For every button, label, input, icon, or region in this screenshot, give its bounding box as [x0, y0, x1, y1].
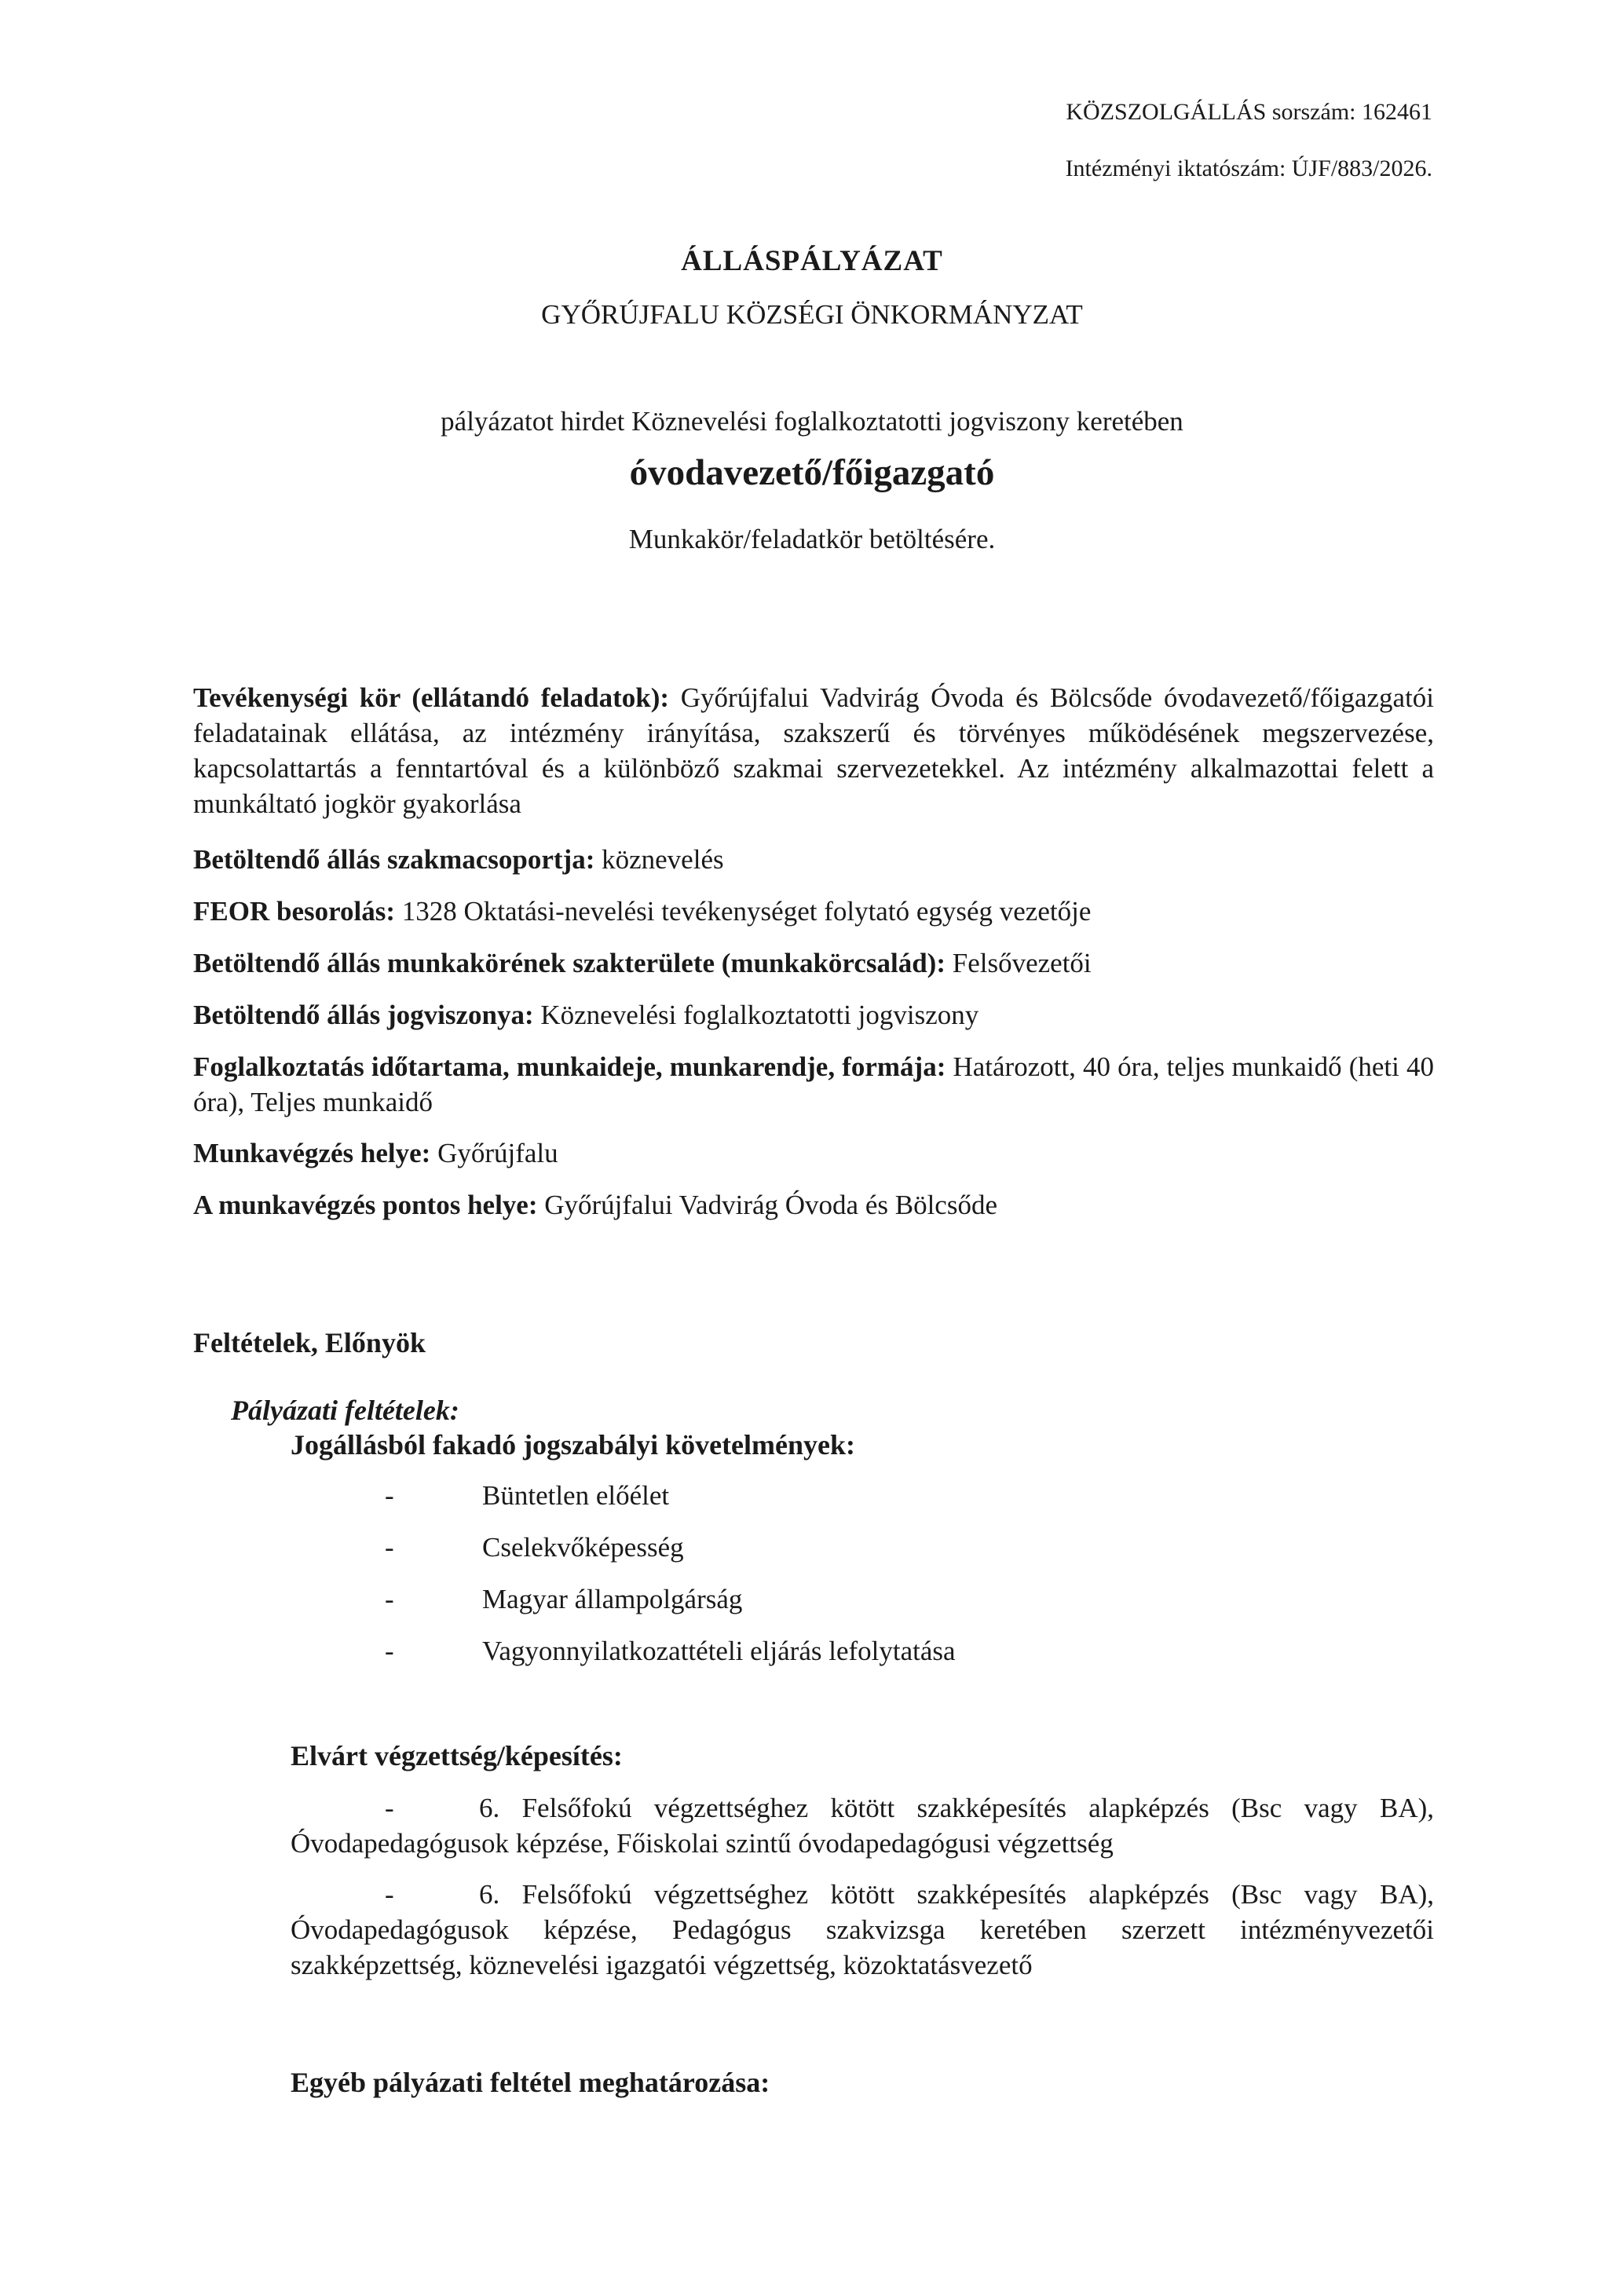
- position-title: óvodavezető/főigazgató: [629, 452, 995, 493]
- list-dash: -: [385, 1480, 394, 1511]
- education-heading: Elvárt végzettség/képesítés:: [291, 1740, 623, 1771]
- serial-number: KÖZSZOLGÁLLÁS sorszám: 162461: [1066, 99, 1432, 125]
- list-dash: -: [385, 1584, 394, 1614]
- field-place-value: Győrújfalu: [437, 1138, 558, 1168]
- field-exact-place-label: A munkavégzés pontos helye:: [193, 1190, 538, 1220]
- field-employment-value: Határozott, 40 óra, teljes munkaidő (heti 40 óra), Teljes munkaidő: [193, 1051, 1434, 1117]
- field-activity-value: Győrújfalui Vadvirág Óvoda és Bölcsőde óvodavezető/főigazgatói feladatainak ellátása, az intézmény irányítása, szakszerű és törvényes működésének megszervezése, kapcsolattartás a fenntartóval és a különböző szakmai szervezetekkel. Az intézmény alkalmazottai felett a munkáltató jogkör gyakorlása: [193, 682, 1435, 819]
- field-relation-label: Betöltendő állás jogviszonya:: [193, 1000, 534, 1030]
- field-family-value: Felsővezetői: [952, 948, 1092, 978]
- field-exact-place: [193, 1187, 1434, 1223]
- field-family-label: Betöltendő állás munkakörének szakterülete (munkakörcsalád):: [193, 948, 946, 978]
- field-place-label: Munkavégzés helye:: [193, 1138, 431, 1168]
- field-feor-value: 1328 Oktatási-nevelési tevékenységet folytató egység vezetője: [401, 896, 1092, 927]
- field-activity-label: Tevékenységi kör (ellátandó feladatok):: [193, 682, 670, 713]
- list-item-text: Magyar állampolgárság: [482, 1584, 743, 1614]
- field-family: [193, 945, 1434, 981]
- fill-line: Munkakör/feladatkör betöltésére.: [628, 524, 996, 554]
- education-item-text: 6. Felsőfokú végzettséghez kötött szakképesítés alapképzés (Bsc vagy BA), Óvodapedagógusok képzése, Főiskolai szintű óvodapedagógusi végzettség: [291, 1793, 1434, 1859]
- field-employment-label: Foglalkoztatás időtartama, munkaideje, munkarendje, formája:: [193, 1051, 946, 1082]
- field-relation-value: Köznevelési foglalkoztatotti jogviszony: [540, 1000, 979, 1030]
- field-feor-label: FEOR besorolás:: [193, 896, 395, 927]
- list-item-text: Büntetlen előélet: [482, 1480, 670, 1511]
- field-group: [193, 842, 1434, 877]
- field-feor: [193, 894, 1434, 929]
- registry-number: Intézményi iktatószám: ÚJF/883/2026.: [1065, 155, 1432, 181]
- list-item-text: Vagyonnyilatkozattételi eljárás lefolytatása: [482, 1636, 956, 1666]
- education-item: [291, 1790, 1434, 1861]
- list-dash: -: [385, 1793, 394, 1823]
- announcement-line: pályázatot hirdet Köznevelési foglalkoztatotti jogviszony keretében: [441, 406, 1183, 437]
- organization-name: GYŐRÚJFALU KÖZSÉGI ÖNKORMÁNYZAT: [541, 299, 1083, 330]
- list-dash: -: [385, 1636, 394, 1666]
- legal-requirements-heading: Jogállásból fakadó jogszabályi követelmények:: [291, 1429, 856, 1461]
- field-group-value: köznevelés: [602, 844, 724, 875]
- field-place: [193, 1135, 1434, 1171]
- conditions-subheading: Pályázati feltételek:: [231, 1395, 459, 1426]
- field-activity: [193, 680, 1434, 821]
- field-relation: [193, 997, 1434, 1033]
- conditions-heading: Feltételek, Előnyök: [193, 1327, 426, 1358]
- field-group-label: Betöltendő állás szakmacsoportja:: [193, 844, 595, 875]
- other-conditions-heading: Egyéb pályázati feltétel meghatározása:: [291, 2067, 770, 2098]
- education-item-text: 6. Felsőfokú végzettséghez kötött szakképesítés alapképzés (Bsc vagy BA), Óvodapedagógusok képzése, Pedagógus szakvizsga keretében szerzett intézményvezetői szakképzettség, köznevelési igazgatói végzettség, közoktatásvezető: [291, 1879, 1434, 1980]
- list-dash: -: [385, 1532, 394, 1563]
- list-dash: -: [385, 1879, 394, 1910]
- list-item-text: Cselekvőképesség: [482, 1532, 684, 1563]
- field-exact-place-value: Győrújfalui Vadvirág Óvoda és Bölcsőde: [544, 1190, 997, 1220]
- field-employment: [193, 1049, 1434, 1120]
- education-item: [291, 1877, 1434, 1983]
- document-title: ÁLLÁSPÁLYÁZAT: [681, 245, 943, 277]
